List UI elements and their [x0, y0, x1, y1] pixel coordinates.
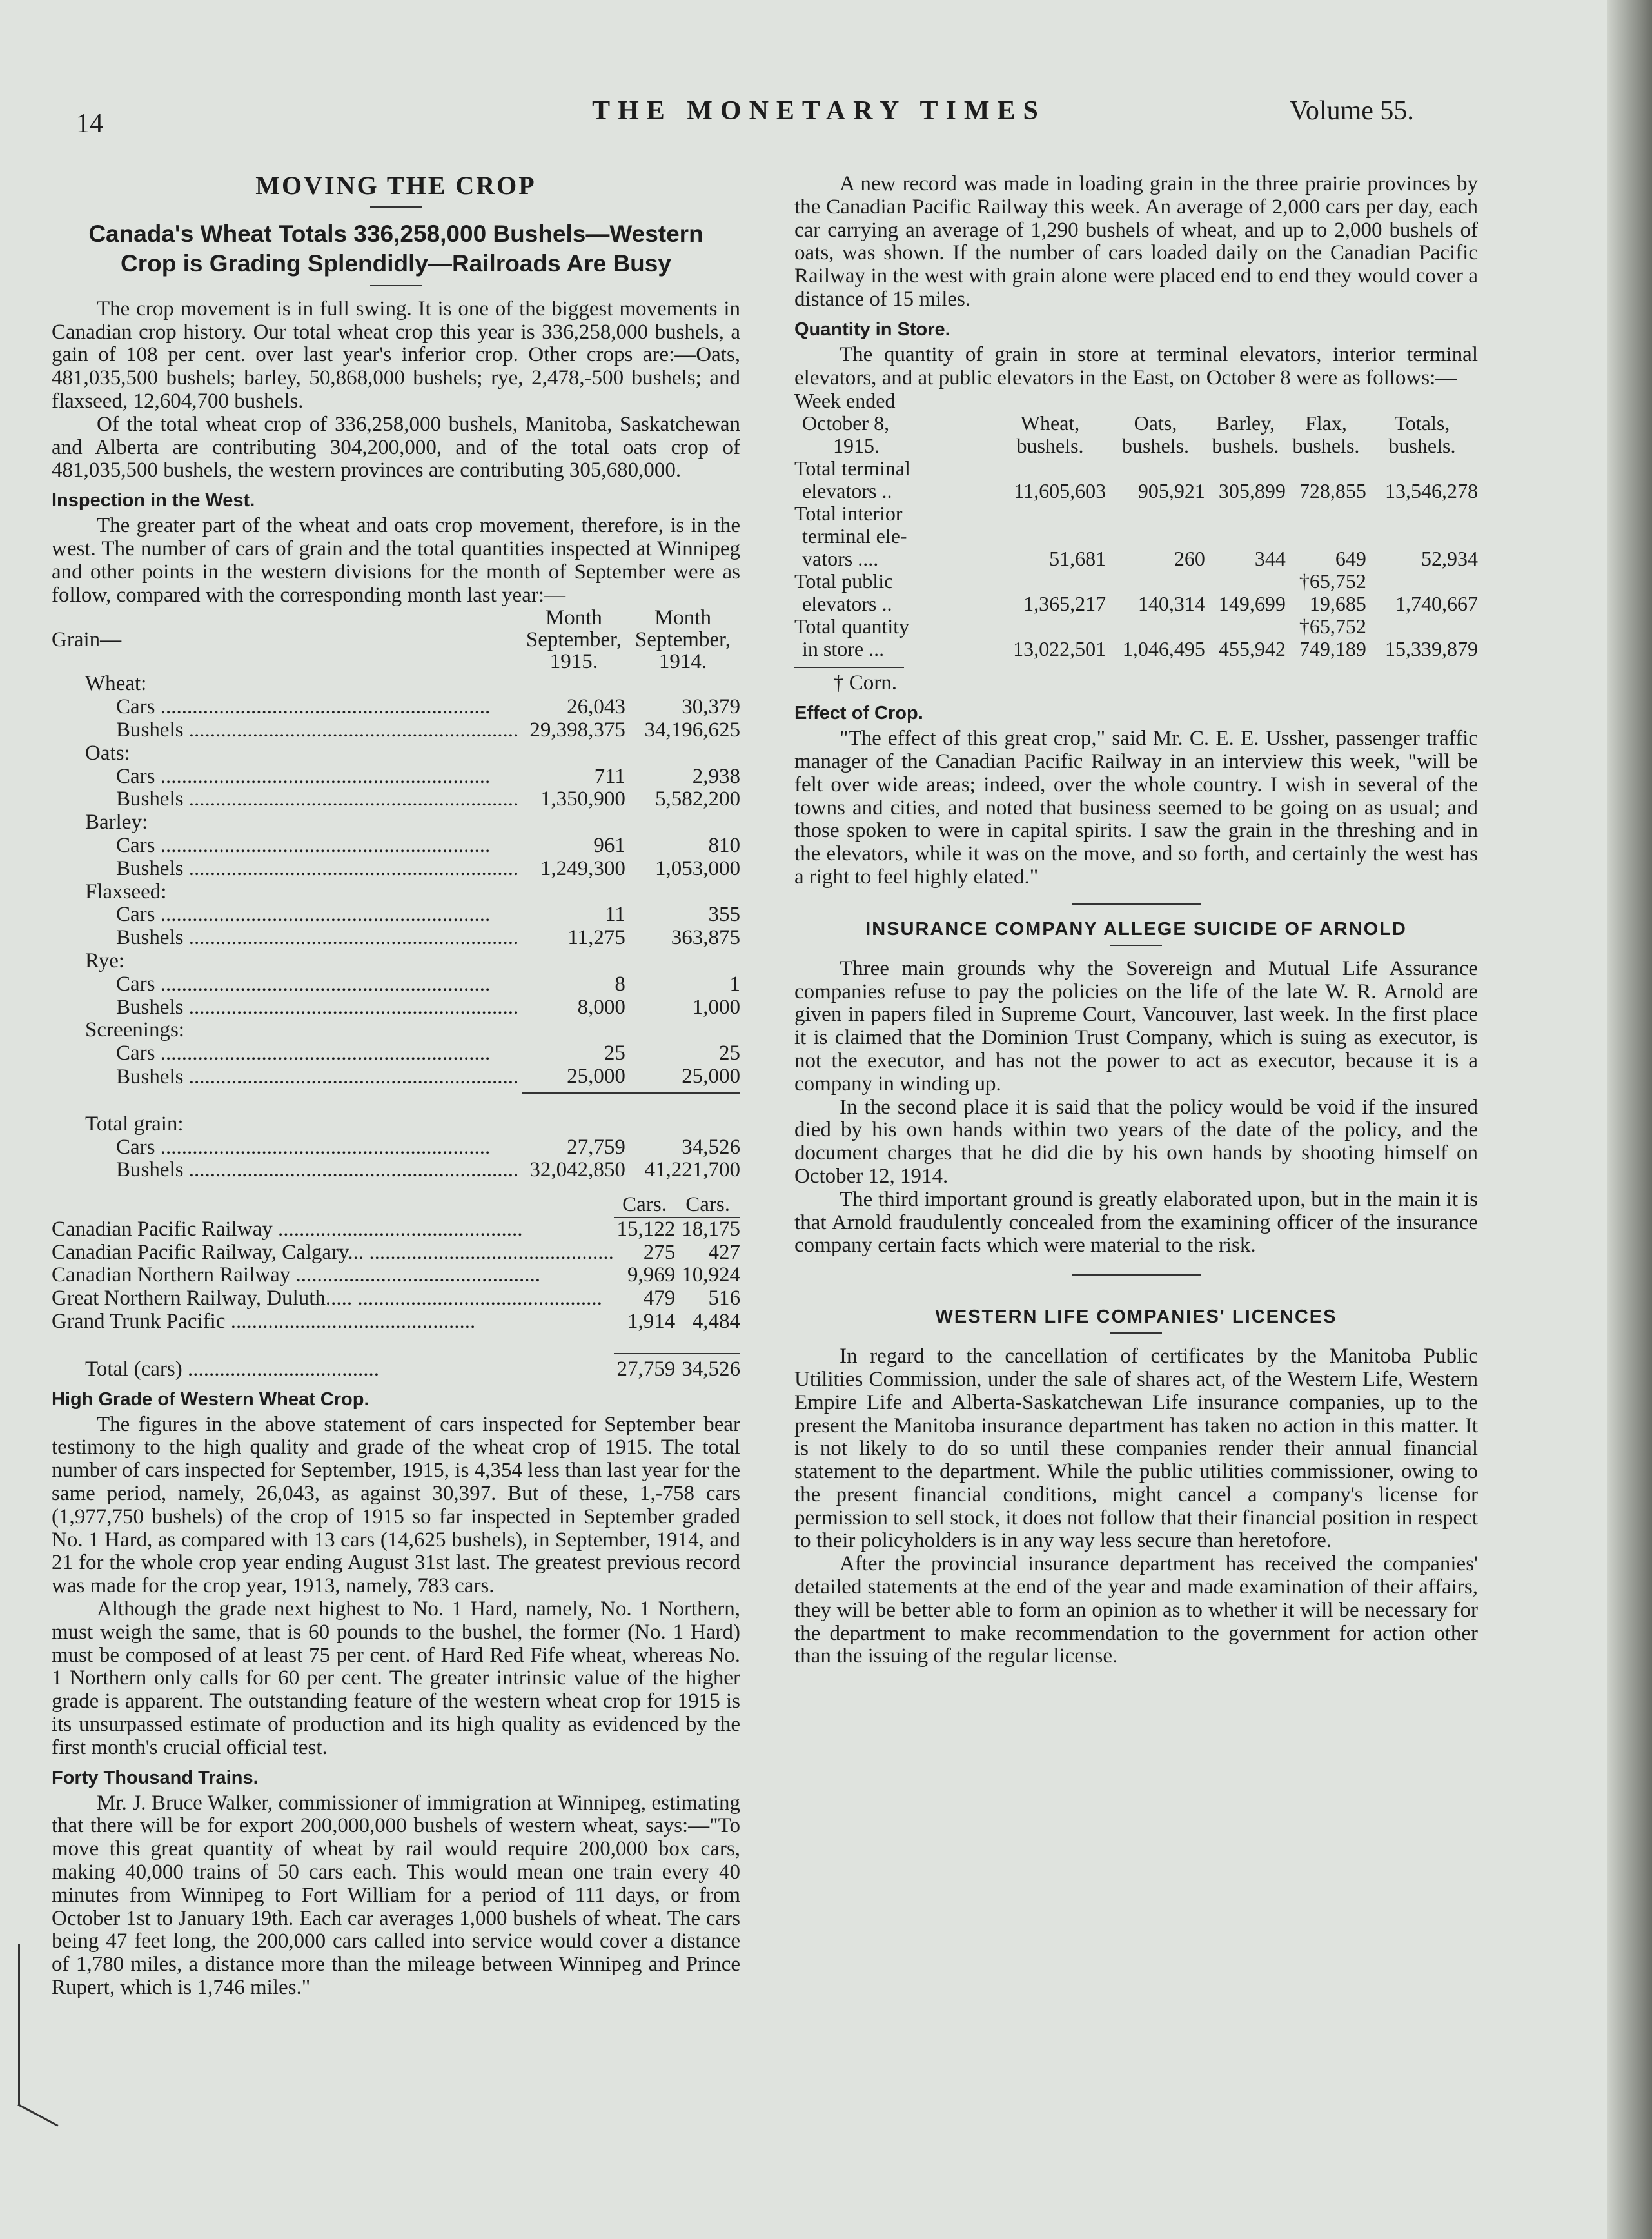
table-cell: 27,759 — [567, 1135, 625, 1159]
table-cell: 26,043 — [567, 695, 625, 719]
table-header: bushels. — [1212, 434, 1279, 458]
margin-pencil-mark — [17, 2104, 58, 2127]
table-cell: 1,350,900 — [540, 787, 625, 811]
table-row-label: elevators .. — [802, 592, 892, 616]
table-row-label: Canadian Northern Railway .............................................. — [52, 1264, 540, 1287]
table-header: Oats, — [1134, 411, 1177, 435]
section-heading-inspection: Inspection in the West. — [52, 490, 255, 511]
table-cell: 15,122 — [616, 1217, 676, 1241]
paragraph: In regard to the cancellation of certificates by the Manitoba Public Utilities Commission, under the sale of shares act, of the Western Life, Western Empire Life and Alberta-Saskatchewan Life insurance companies, up to the present the Manitoba insurance department has taken no action in this matter. It is not likely to do so until these companies render their annual financial statement to the department. While the public utilities commissioner, owing to the present financial conditions, might cancel a company's license for permission to sell stock, it does not follow that their financial position in respect to their policyholders is in any way less secure than heretofore. — [794, 1345, 1478, 1553]
article-subtitle — [52, 219, 740, 279]
paragraph: "The effect of this great crop," said Mr. C. E. E. Ussher, passenger traffic manager of the Canadian Pacific Railway in an interview this week, "will be felt over wide areas; indeed, over the whole country. I wish in several of the towns and cities, and noted that business seemed to be going on as usual; and those spoken to were in capital spirits. I saw the grain in the threshing and in the elevators, while it was on the move, and so forth, and certainly the west has a right to feel highly elated." — [794, 727, 1478, 889]
paragraph: The quantity of grain in store at terminal elevators, interior terminal elevators, and at public elevators in the East, on October 8 were as follows:— — [794, 342, 1478, 390]
table-header: Week ended — [794, 389, 896, 413]
table-row-label: Total (cars) .................................... — [85, 1357, 379, 1381]
paragraph: The third important ground is greatly elaborated upon, but in the main it is that Arnold fraudulently concealed from the examining officer of the insurance company certain facts which were material to the risk. — [794, 1187, 1478, 1258]
table-row — [52, 927, 740, 950]
table-header: Cars. — [675, 1194, 740, 1218]
table-cell: 29,398,375 — [529, 718, 625, 742]
table-cell: 344 — [1254, 547, 1286, 571]
table-cell-corn: †65,752 — [1299, 615, 1366, 638]
table-row — [52, 1218, 740, 1241]
table-row-label: Bushels .............................................................. — [116, 857, 519, 880]
table-cell: 749,189 — [1299, 637, 1366, 661]
article-title-moving-crop: MOVING THE CROP — [255, 171, 536, 200]
divider — [1110, 945, 1162, 946]
table-header: Wheat, — [1020, 411, 1080, 435]
table-header: bushels. — [1292, 434, 1360, 458]
grain-group-label: Screenings: — [85, 1018, 184, 1042]
table-row-label: Total quantity — [794, 615, 910, 638]
table-row — [52, 1042, 740, 1065]
paragraph: Although the grade next highest to No. 1 Hard, namely, No. 1 Northern, must weigh the same, that is 60 pounds to the bushel, the former (No. 1 Hard) must be composed of at least 75 per cent. of Hard Red Fife wheat, whereas No. 1 Northern only calls for 60 per cent. The greater intrinsic value of the higher grade is apparent. The outstanding feature of the western wheat crop for 1915 is its unsurpassed estimate of production and its high quality as evidenced by the first month's crucial official test. — [52, 1597, 740, 1759]
table-row — [52, 1310, 740, 1334]
page-edge-shadow — [1607, 0, 1652, 2239]
page-number: 14 — [76, 109, 103, 139]
table-cell: 149,699 — [1218, 592, 1286, 616]
table-row — [52, 973, 740, 996]
railway-table-body — [52, 1218, 740, 1334]
table-cell: 1,740,667 — [1395, 592, 1478, 616]
table-row — [52, 834, 740, 858]
table-row-label: Bushels .............................................................. — [116, 1159, 519, 1182]
grain-total-body — [52, 1136, 740, 1183]
table-cell: 1,053,000 — [655, 856, 740, 880]
article-title-western-life: WESTERN LIFE COMPANIES' LICENCES — [935, 1307, 1337, 1328]
footnote: † Corn. — [833, 671, 897, 695]
table-cell: 11,605,603 — [1014, 479, 1106, 503]
grain-store-table — [794, 390, 1478, 660]
table-row-label: Canadian Pacific Railway, Calgary... .............................................. — [52, 1241, 614, 1264]
table-cell-corn: †65,752 — [1299, 569, 1366, 593]
table-row-label: Cars .............................................................. — [116, 834, 491, 857]
divider — [1072, 1274, 1201, 1276]
grain-group-label: Barley: — [85, 811, 148, 834]
table-cell: 18,175 — [682, 1217, 740, 1241]
table-row-label: vators .... — [802, 547, 879, 571]
table-row-label: Cars .............................................................. — [116, 972, 491, 996]
publication-title: THE MONETARY TIMES — [592, 96, 1046, 126]
table-row — [52, 1065, 740, 1093]
table-row-label: Grain— — [52, 628, 122, 652]
table-cell: 711 — [594, 764, 625, 788]
table-cell: 25,000 — [625, 1065, 740, 1093]
table-cell: 961 — [593, 833, 625, 857]
table-row — [52, 788, 740, 811]
divider — [370, 206, 422, 208]
table-row-label: Bushels .............................................................. — [116, 788, 519, 811]
table-row — [52, 765, 740, 789]
table-row-label: Total grain: — [85, 1112, 184, 1136]
subtitle-line-1: Canada's Wheat Totals 336,258,000 Bushels—Western — [88, 220, 703, 247]
table-cell: 363,875 — [671, 926, 740, 950]
table-row-label: Cars .............................................................. — [116, 903, 491, 927]
table-cell: 25,000 — [522, 1065, 625, 1093]
table-row — [52, 996, 740, 1020]
footnote-rule — [794, 667, 904, 668]
divider — [1110, 1332, 1162, 1334]
table-row — [52, 1241, 740, 1265]
table-cell: 305,899 — [1218, 479, 1286, 503]
table-cell: 260 — [1174, 547, 1205, 571]
table-cell: 455,942 — [1218, 637, 1286, 661]
subtitle-line-2: Crop is Grading Splendidly—Railroads Are Busy — [121, 250, 671, 277]
table-cell: 728,855 — [1299, 479, 1366, 503]
table-cell: 41,221,700 — [644, 1158, 740, 1182]
table-cell: 13,546,278 — [1385, 479, 1478, 503]
table-cell: 32,042,850 — [529, 1158, 625, 1182]
table-row-label: Bushels .............................................................. — [116, 996, 519, 1019]
table-cell: 1,046,495 — [1122, 637, 1205, 661]
table-header: Month — [545, 606, 602, 630]
table-row-label: Total public — [794, 569, 894, 593]
table-cell: 427 — [708, 1240, 740, 1264]
paragraph: Of the total wheat crop of 336,258,000 bushels, Manitoba, Saskatchewan and Alberta are contributing 304,200,000, and of the total oats crop of 481,035,500 bushels, the western provinces are contributing 305,680,000. — [52, 412, 740, 482]
table-row-label: Cars .............................................................. — [116, 696, 491, 719]
table-header: Totals, — [1394, 411, 1450, 435]
table-cell: 27,759 — [614, 1354, 675, 1381]
table-row — [52, 1159, 740, 1182]
paragraph: The figures in the above statement of cars inspected for September bear testimony to the high quality and grade of the wheat crop of 1915. The total number of cars inspected for September, 1915, is 4,354 less than last year for the same period, namely, 26,043, as against 30,397. But of these, 1,-758 cars (1,977,750 bushels) of the crop of 1915 so far inspected in September graded No. 1 Hard, as compared with 13 cars (14,625 bushels), in September, 1914, and 21 for the whole crop year ending August 31st last. The greatest previous record was made for the crop year, 1913, namely, 783 cars. — [52, 1412, 740, 1598]
table-cell: 1,914 — [627, 1310, 676, 1334]
table-row-label: in store ... — [802, 637, 885, 661]
table-row — [52, 719, 740, 742]
table-cell: 479 — [643, 1287, 676, 1310]
table-cell: 4,484 — [692, 1310, 740, 1334]
table-cell: 140,314 — [1137, 592, 1205, 616]
table-cell: 34,526 — [675, 1354, 740, 1381]
table-header: Cars. — [614, 1194, 675, 1218]
section-heading-quantity: Quantity in Store. — [794, 319, 950, 340]
table-row-label: Cars .............................................................. — [116, 1136, 491, 1159]
right-column — [794, 173, 1478, 1668]
table-header: bushels. — [1388, 434, 1456, 458]
table-cell: 25 — [719, 1041, 740, 1065]
table-cell: 1,365,217 — [1023, 592, 1106, 616]
table-cell: 19,685 — [1309, 592, 1366, 616]
table-cell: 355 — [708, 903, 740, 927]
table-row-label: Great Northern Railway, Duluth..... .............................................. — [52, 1287, 602, 1310]
table-header: October 8, — [802, 411, 890, 435]
table-cell: 1,249,300 — [540, 856, 625, 880]
table-row-label: Total terminal — [794, 457, 910, 480]
table-cell: 275 — [643, 1240, 676, 1264]
paragraph: After the provincial insurance department has received the companies' detailed statements at the end of the year and made examination of their affairs, they will be better able to form an opinion as to whether it will be necessary for the department to make recommendation to the government for action other than the issuing of the regular license. — [794, 1552, 1478, 1668]
table-row-label: Bushels .............................................................. — [116, 718, 519, 742]
grain-group-label: Flaxseed: — [85, 880, 167, 903]
table-cell: 2,938 — [692, 764, 740, 788]
paragraph: The crop movement is in full swing. It is one of the biggest movements in Canadian crop history. Our total wheat crop this year is 336,258,000 bushels, a gain of 108 per cent. over last year's inferior crop. Other crops are:—Oats, 481,035,500 bushels; barley, 50,868,000 bushels; rye, 2,478,-500 bushels; and flaxseed, 12,604,700 bushels. — [52, 297, 740, 413]
table-cell: 8 — [615, 972, 625, 996]
grain-group-label: Wheat: — [85, 672, 147, 696]
table-row — [52, 858, 740, 881]
paragraph: The greater part of the wheat and oats crop movement, therefore, is in the west. The number of cars of grain and the total quantities inspected at Winnipeg and other points in the western divisions for the month of September were as follow, compared with the corresponding month last year:— — [52, 514, 740, 607]
table-row — [794, 480, 1478, 502]
table-header: September, — [634, 628, 731, 652]
table-cell: 34,526 — [682, 1135, 740, 1159]
paragraph: Mr. J. Bruce Walker, commissioner of immigration at Winnipeg, estimating that there will be for export 200,000,000 bushels of western wheat, says:—"To move this great quantity of wheat by rail would require 200,000 box cars, making 40,000 trains of 50 cars each. This would mean one train every 40 minutes from Winnipeg to Fort William for a period of 111 days, or from October 1st to January 19th. Each car averages 1,000 bushels of wheat. The cars being 47 feet long, the 200,000 cars called into service would cover a distance of 1,780 miles, a distance more than the mileage between Winnipeg and Prince Rupert, which is 1,746 miles." — [52, 1791, 740, 1999]
table-header: bushels. — [1016, 434, 1084, 458]
article-title-insurance: INSURANCE COMPANY ALLEGE SUICIDE OF ARNOLD — [865, 918, 1407, 940]
page-header — [0, 95, 1599, 139]
table-cell: 649 — [1335, 547, 1366, 571]
margin-pencil-mark — [18, 1944, 33, 2106]
table-row-label: elevators .. — [802, 479, 892, 503]
grain-table-body — [52, 673, 740, 1092]
table-row — [52, 696, 740, 719]
grain-inspection-table — [52, 607, 740, 1182]
paragraph: A new record was made in loading grain in the three prairie provinces by the Canadian Pacific Railway this week. An average of 2,000 cars per day, each car carrying an average of 1,290 bushels of wheat, and up to 2,000 bushels of oats, was shown. If the number of cars loaded daily on the Canadian Pacific Railway in the west with grain alone were placed end to end they would cover a distance of 15 miles. — [794, 172, 1478, 311]
table-row — [52, 1264, 740, 1287]
section-heading-effect: Effect of Crop. — [794, 703, 923, 724]
table-header: Flax, — [1304, 411, 1347, 435]
table-cell: 34,196,625 — [644, 718, 740, 742]
table-row-label: Cars .............................................................. — [116, 1042, 491, 1065]
table-cell: 905,921 — [1137, 479, 1205, 503]
table-cell: 11,275 — [567, 926, 625, 950]
table-header: 1915. — [833, 434, 880, 458]
table-row-label: Canadian Pacific Railway .............................................. — [52, 1217, 523, 1241]
table-header: bushels. — [1121, 434, 1189, 458]
table-cell: 1 — [729, 972, 740, 996]
table-cell: 11 — [605, 903, 625, 927]
table-header: 1915. — [549, 650, 598, 674]
table-cell: 10,924 — [682, 1263, 740, 1287]
table-row-label: Cars .............................................................. — [116, 765, 491, 788]
table-header: 1914. — [658, 650, 707, 674]
table-row-label: Grand Trunk Pacific .............................................. — [52, 1310, 476, 1334]
table-cell: 51,681 — [1049, 547, 1106, 571]
railway-cars-table — [52, 1194, 740, 1381]
table-row — [52, 1136, 740, 1159]
table-cell: 13,022,501 — [1013, 637, 1106, 661]
table-row — [794, 593, 1478, 615]
table-row — [52, 903, 740, 927]
paragraph: In the second place it is said that the policy would be void if the insured died by his own hands within two years of the date of the policy, and the document charges that he did die by his own hands by shooting himself on October 12, 1914. — [794, 1095, 1478, 1188]
table-row — [794, 547, 1478, 570]
table-row-label: terminal ele- — [802, 524, 907, 548]
table-row-label: Bushels .............................................................. — [116, 927, 519, 950]
table-cell: 25 — [604, 1041, 625, 1065]
table-cell: 5,582,200 — [655, 787, 740, 811]
table-row-label: Bushels .............................................................. — [116, 1065, 519, 1089]
table-header: Month — [654, 606, 711, 630]
table-cell: 52,934 — [1421, 547, 1478, 571]
table-cell: 9,969 — [627, 1263, 676, 1287]
table-cell: 8,000 — [577, 995, 625, 1019]
grain-group-label: Oats: — [85, 741, 130, 765]
section-heading-high-grade: High Grade of Western Wheat Crop. — [52, 1388, 369, 1410]
volume-label: Volume 55. — [1290, 96, 1414, 126]
grain-group-label: Rye: — [85, 949, 125, 972]
table-cell: 810 — [708, 833, 740, 857]
divider — [370, 285, 422, 286]
section-heading-forty-thousand: Forty Thousand Trains. — [52, 1767, 259, 1788]
divider — [1072, 903, 1201, 905]
table-row — [52, 1287, 740, 1310]
table-cell: 516 — [708, 1287, 740, 1310]
paragraph: Three main grounds why the Sovereign and Mutual Life Assurance companies refuse to pay the policies on the life of the late W. R. Arnold are given in papers filed in Supreme Court, Vancouver, last week. In the first place it is claimed that the Dominion Trust Company, which is suing as executor, is not the executor, and has not the power to act as executor, because it is a company in winding up. — [794, 956, 1478, 1096]
table-row — [52, 1354, 740, 1381]
table-row-label: Total interior — [794, 502, 903, 526]
table-cell: 30,379 — [682, 695, 740, 719]
table-row — [794, 638, 1478, 660]
table-header: September, — [526, 628, 622, 652]
table-header: Barley, — [1215, 411, 1275, 435]
table-cell: 15,339,879 — [1385, 637, 1478, 661]
table-cell: 1,000 — [692, 995, 740, 1019]
left-column — [52, 171, 740, 2000]
